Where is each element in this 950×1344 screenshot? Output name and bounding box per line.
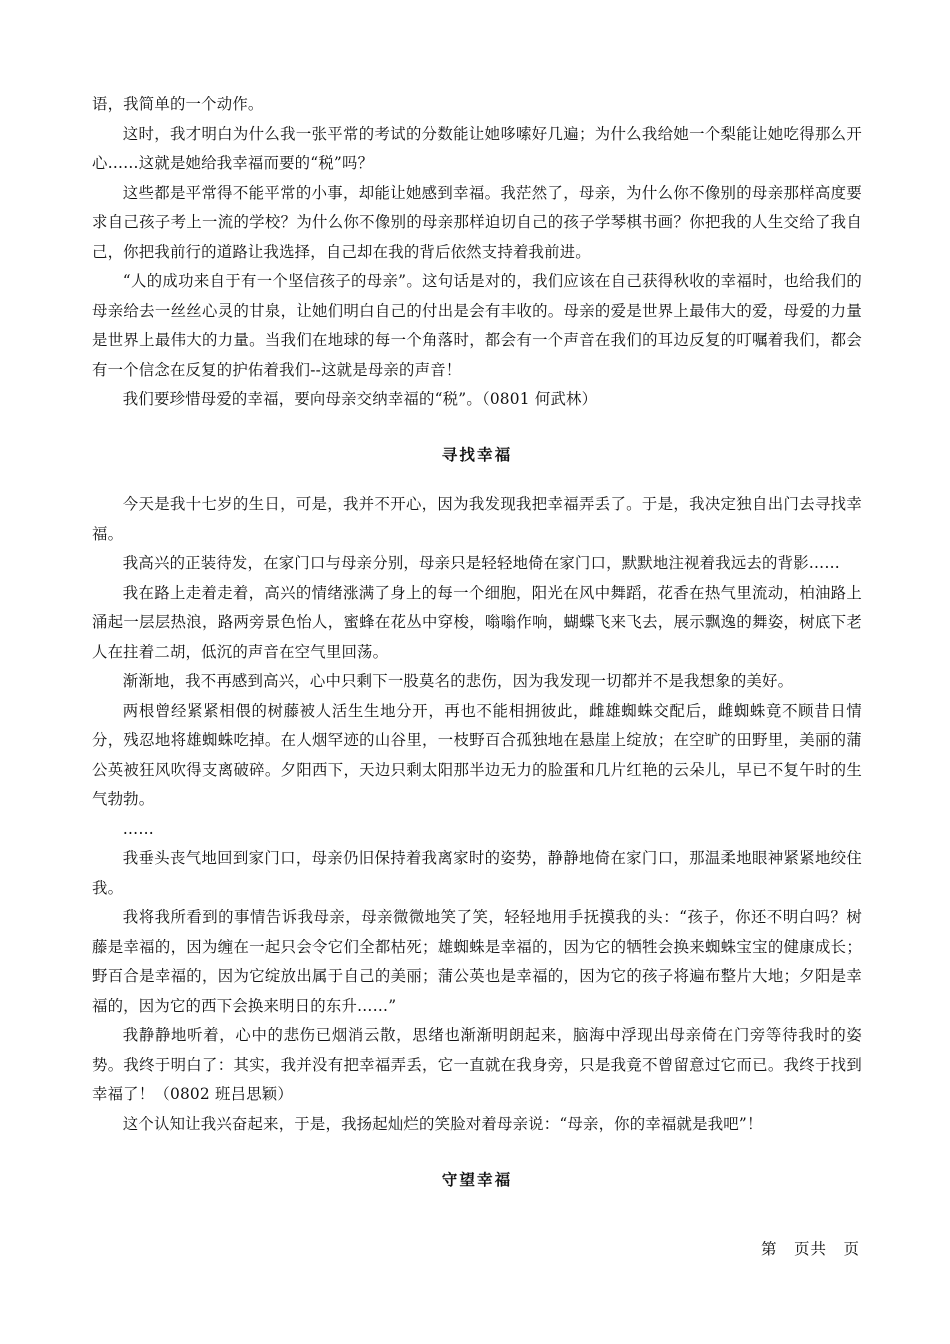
- paragraph: 我高兴的正装待发，在家门口与母亲分别，母亲只是轻轻地倚在家门口，默默地注视着我远去的背影……: [122, 554, 840, 572]
- intro-section: [92, 90, 862, 415]
- paragraph: “人的成功来自于有一个坚信孩子的母亲”。这句话是对的，我们应该在自己获得秋收的幸福时，也给我们的母亲给去一丝丝心灵的甘泉，让她们明白自己的付出是会有丰收的。母亲的爱是世界上最伟大的爱，母爱的力量是世界上最伟大的力量。当我们在地球的每一个角落时，都会有一个声音在我们的耳边反复的叮嘱着我们，都会有一个信念在反复的护佑着我们--这就是母亲的声音！: [92, 272, 862, 379]
- section-title: 守望幸福: [441, 1170, 513, 1189]
- page-footer: 第 页共 页: [760, 1241, 860, 1258]
- document-page: [92, 90, 862, 1195]
- section-title: 寻找幸福: [441, 444, 513, 464]
- paragraph: 今天是我十七岁的生日，可是，我并不开心，因为我发现我把幸福弄丢了。于是，我决定独自出门去寻找幸福。: [92, 495, 862, 543]
- paragraph: 我们要珍惜母爱的幸福，要向母亲交纳幸福的“税”。（0801 何武林）: [122, 390, 598, 408]
- paragraph: 我在路上走着走着，高兴的情绪涨满了身上的每一个细胞，阳光在风中舞蹈，花香在热气里流动，柏油路上涌起一层层热浪，路两旁景色怡人，蜜蜂在花丛中穿梭，嗡嗡作响，蝴蝶飞来飞去，展示飘逸的舞姿，树底下老人在拄着二胡，低沉的声音在空气里回荡。: [92, 583, 862, 661]
- paragraph: 我将我所看到的事情告诉我母亲，母亲微微地笑了笑，轻轻地用手抚摸我的头：“孩子，你还不明白吗？树藤是幸福的，因为缠在一起只会令它们全都枯死；雄蜘蛛是幸福的，因为它的牺牲会换来蜘蛛宝宝的健康成长；野百合是幸福的，因为它绽放出属于自己的美丽；蒲公英也是幸福的，因为它的孩子将遍布整片大地；夕阳是幸福的，因为它的西下会换来明日的东升……”: [92, 908, 862, 1015]
- paragraph: 这些都是平常得不能平常的小事，却能让她感到幸福。我茫然了，母亲，为什么你不像别的母亲那样高度要求自己孩子考上一流的学校？为什么你不像别的母亲那样迫切自己的孩子学琴棋书画？你把我的人生交给了我自己，你把我前行的道路让我选择，自己却在我的背后依然支持着我前进。: [92, 183, 862, 261]
- paragraph: 我静静地听着，心中的悲伤已烟消云散，思绪也渐渐明朗起来，脑海中浮现出母亲倚在门旁等待我时的姿势。我终于明白了：其实，我并没有把幸福弄丢，它一直就在我身旁，只是我竟不曾留意过它而已。我终于找到幸福了！（0802 班吕思颖）: [92, 1026, 862, 1103]
- paragraph: 这时，我才明白为什么我一张平常的考试的分数能让她哆嗦好几遍；为什么我给她一个梨能让她吃得那么开心……这就是她给我幸福而要的“税”吗？: [92, 124, 862, 172]
- paragraph: 渐渐地，我不再感到高兴，心中只剩下一股莫名的悲伤，因为我发现一切都并不是我想象的美好。: [122, 672, 794, 690]
- paragraph: 我垂头丧气地回到家门口，母亲仍旧保持着我离家时的姿势，静静地倚在家门口，那温柔地眼神紧紧地绞住我。: [92, 849, 862, 897]
- essay-section: [92, 490, 862, 1139]
- paragraph: 两根曾经紧紧相偎的树藤被人活生生地分开，再也不能相拥彼此，雌雄蜘蛛交配后，雌蜘蛛竟不顾昔日情分，残忍地将雄蜘蛛吃掉。在人烟罕迹的山谷里，一枝野百合孤独地在悬崖上绽放；在空旷的田野里，美丽的蒲公英被狂风吹得支离破碎。夕阳西下，天边只剩太阳那半边无力的脸蛋和几片红艳的云朵儿，早已不复午时的生气勃勃。: [92, 701, 862, 808]
- paragraph: 这个认知让我兴奋起来，于是，我扬起灿烂的笑脸对着母亲说：“母亲，你的幸福就是我吧”！: [122, 1114, 763, 1133]
- paragraph: 语，我简单的一个动作。: [92, 95, 264, 113]
- ellipsis-line: ……: [122, 819, 154, 838]
